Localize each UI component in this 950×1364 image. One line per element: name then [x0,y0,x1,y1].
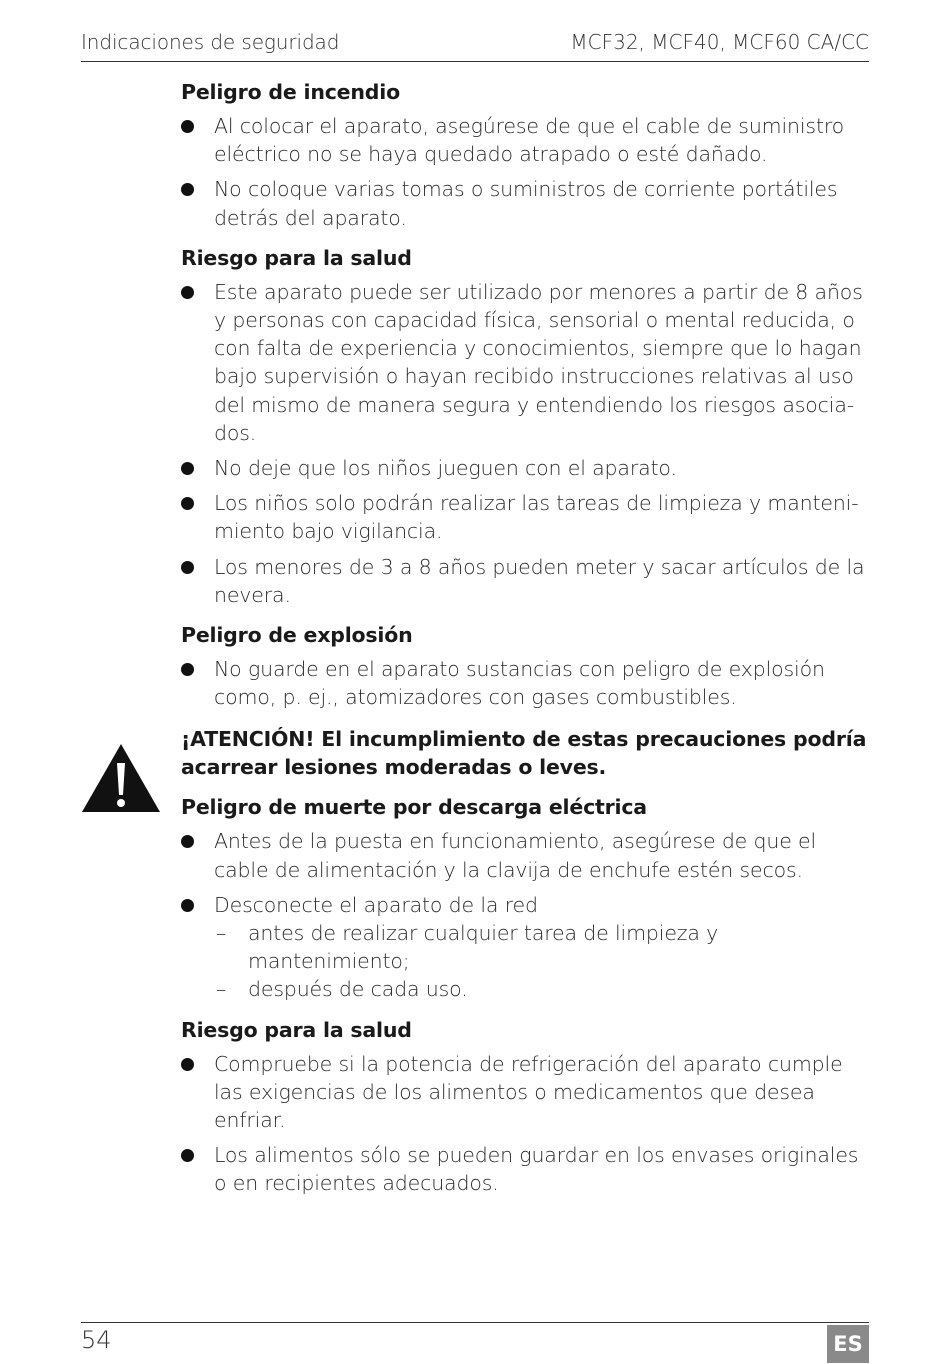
bullet-dot [181,497,194,510]
attention-notice: ¡ATENCIÓN! El incumplimiento de estas precauciones podría acarrear lesiones moderadas o leves. [181,727,867,780]
list-item [181,1050,871,1135]
header-section-title: Indicaciones de seguridad [81,30,340,54]
section-title-fire: Peligro de incendio [181,80,400,104]
bullet-dot [181,663,194,676]
list-item-text: No coloque varias tomas o suministros de corriente portátiles detrás del aparato. [214,177,838,230]
bullet-dot [181,1149,194,1162]
electric-bullet-list [181,827,871,1003]
explosion-bullet-list [181,655,871,711]
list-item [181,112,871,168]
bullet-dot [181,183,194,196]
sub-list-item [214,975,871,1003]
sub-list-item-text: antes de realizar cualquier tarea de limpieza y mantenimiento; [248,921,719,974]
health2-bullet-list [181,1050,871,1198]
health-bullet-list [181,278,871,609]
header-model-names: MCF32, MCF40, MCF60 CA/CC [570,30,869,54]
list-item [181,655,871,711]
list-item [181,1141,871,1197]
dash-mark: – [216,921,227,946]
sub-list-item-text: después de cada uso. [248,977,468,1002]
warning-triangle-icon [80,742,162,814]
main-content [181,78,871,1210]
page-header [81,28,869,62]
bullet-dot [181,561,194,574]
section-title-health-2: Riesgo para la salud [181,1017,412,1042]
bullet-dot [181,120,194,133]
list-item-text: Antes de la puesta en funcionamiento, asegúrese de que el cable de alimentación y la clavija de enchufe estén secos. [214,829,817,882]
list-item-text: Los alimentos sólo se pueden guardar en los envases originales o en recipientes adecuados. [214,1143,859,1196]
bullet-dot [181,462,194,475]
footer-rule [81,1322,869,1323]
page-number: 54 [81,1326,112,1354]
fire-bullet-list [181,112,871,232]
list-item-text: Los menores de 3 a 8 años pueden meter y sacar artículos de la nevera. [214,554,865,607]
list-item [181,891,871,1004]
list-item-text: Al colocar el aparato, asegúrese de que el cable de suministro eléctrico no se haya quedado atrapado o esté dañado. [214,114,845,167]
bullet-dot [181,286,194,299]
list-item-text: Desconecte el aparato de la red [214,892,538,917]
section-title-explosion: Peligro de explosión [181,623,413,648]
bullet-dot [181,899,194,912]
bullet-dot [181,1058,194,1071]
list-item-text: Este aparato puede ser utilizado por menores a partir de 8 años y personas con capacidad física, sensorial o mental reducida, o con falta de experiencia y conocimientos, siempre que lo hagan bajo supervisión o hayan recibido instrucciones relativas al uso del mismo de manera segura y entendiendo los riesgos asocia-dos. [214,279,863,445]
list-item [181,278,871,447]
list-item [181,827,871,883]
list-item-text: No guarde en el aparato sustancias con peligro de explosión como, p. ej., atomizadores con gases combustibles. [214,657,825,710]
list-item [181,454,871,482]
list-item-text: Los niños solo podrán realizar las tareas de limpieza y manteni-miento bajo vigilancia. [214,491,859,544]
sub-list-item [214,919,871,975]
list-item-text: Compruebe si la potencia de refrigeración del aparato cumple las exigencias de los alimentos o medicamentos que desea enfriar. [214,1051,843,1133]
list-item [181,175,871,231]
section-title-electric-shock: Peligro de muerte por descarga eléctrica [181,795,647,820]
language-badge: ES [827,1325,869,1363]
disconnect-sub-list [214,919,871,1004]
list-item-text: No deje que los niños jueguen con el aparato. [214,456,677,481]
list-item [181,553,871,609]
dash-mark: – [216,977,227,1002]
list-item [181,489,871,545]
bullet-dot [181,835,194,848]
section-title-health: Riesgo para la salud [181,245,412,270]
